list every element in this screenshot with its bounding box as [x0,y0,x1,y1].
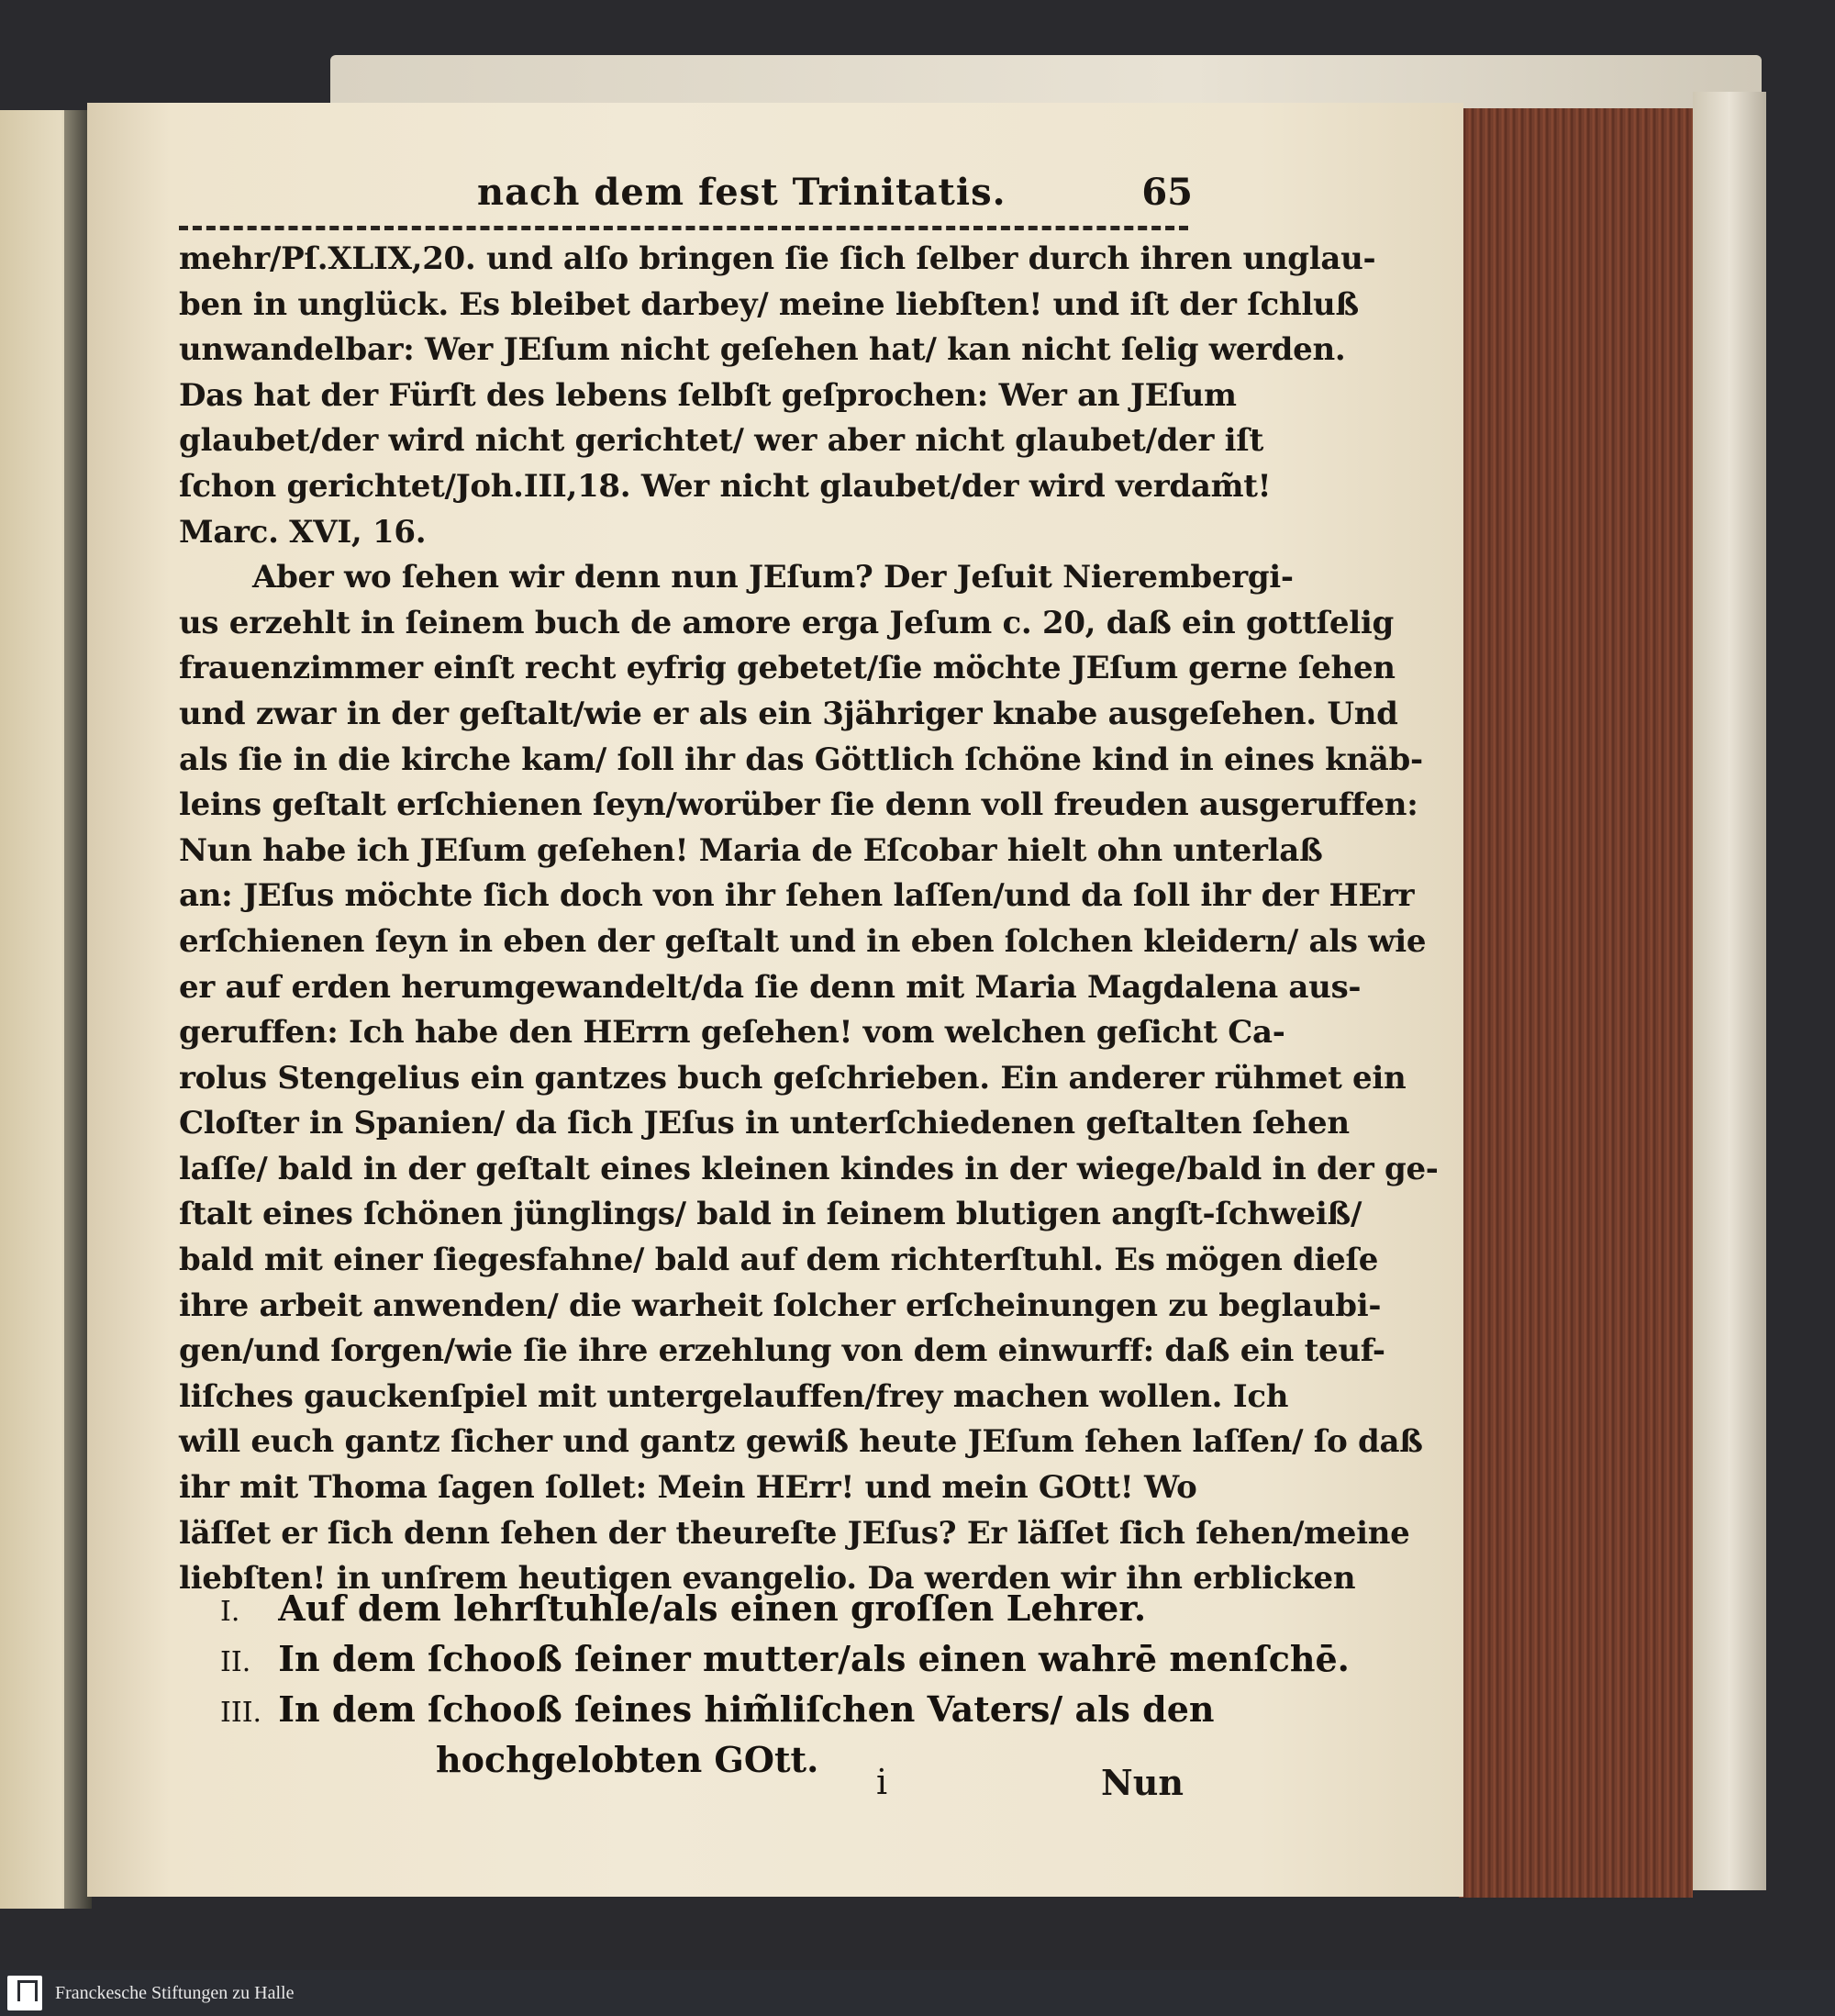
outline-continuation: hochgelobten GOtt. [436,1739,819,1780]
text-line: ihre arbeit anwenden/ die warheit ſolcher erſcheinungen zu beglaubi- [179,1286,1382,1324]
text-line: will euch gantz ſicher und gantz gewiß heute JEſum ſehen laſſen/ ſo daß [179,1423,1423,1461]
text-line: ſchon gerichtet/Joh.III,18. Wer nicht glaubet/der wird verdam̃t! [179,467,1272,505]
text-line: an: JEſus möchte ſich doch von ihr ſehen laſſen/und da ſoll ihr der HErr [179,877,1415,915]
text-line: und zwar in der geſtalt/wie er als ein 3jähriger knabe ausgeſehen. Und [179,695,1398,732]
outline-text: Auf dem lehrſtuhle/als einen groſſen Lehrer. [278,1587,1147,1629]
text-line: läſſet er ſich denn ſehen der theureſte JEſus? Er läſſet ſich ſehen/meine [179,1514,1410,1552]
text-line: mehr/Pſ.XLIX,20. und alſo bringen ſie ſich ſelber durch ihren unglau- [179,240,1376,277]
text-line: er auf erden herumgewandelt/da ſie denn mit Maria Magdalena aus- [179,968,1362,1006]
page-number: 65 [1141,171,1193,214]
viewer-footer [0,1970,1835,2016]
outline-point [220,1633,1350,1684]
signature-mark: i [876,1762,888,1802]
outline-numeral: II. [220,1646,251,1678]
outline-numeral: I. [220,1596,240,1628]
text-line: gen/und ſorgen/wie ſie ihre erzehlung von dem einwurff: daß ein teuf- [179,1332,1385,1370]
header-rule [179,226,1188,230]
text-line: als ſie in die kirche kam/ ſoll ihr das Göttlich ſchöne kind in eines knäb- [179,741,1423,778]
text-line: frauenzimmer einſt recht eyfrig gebetet/ſie möchte JEſum gerne ſehen [179,650,1396,687]
text-line: Das hat der Fürſt des lebens ſelbſt geſprochen: Wer an JEſum [179,376,1237,414]
text-line: liſches gauckenſpiel mit untergelauffen/frey machen wollen. Ich [179,1377,1289,1415]
text-line: glaubet/der wird nicht gerichtet/ wer aber nicht glaubet/der iſt [179,422,1263,460]
text-line: leins geſtalt erſchienen ſeyn/worüber ſie denn voll freuden ausgeruffen: [179,786,1418,824]
sermon-outline [220,1583,1350,1785]
text-line: liebſten! in unſrem heutigen evangelio. Da werden wir ihn erblicken [179,1560,1356,1598]
page-edges [1459,108,1693,1898]
institution-logo-icon[interactable] [7,1976,42,2010]
text-line: ben in unglück. Es bleibet darbey/ meine liebſten! und iſt der ſchluß [179,285,1359,323]
outline-point [220,1684,1215,1734]
institution-name[interactable]: Franckesche Stiftungen zu Halle [55,1983,295,2003]
text-line: rolus Stengelius ein gantzes buch geſchrieben. Ein anderer rühmet ein [179,1059,1407,1097]
text-line: unwandelbar: Wer JEſum nicht geſehen hat/ kan nicht ſelig werden. [179,331,1346,369]
running-head: nach dem fest Trinitatis. [477,171,1006,214]
text-line: Marc. XVI, 16. [179,513,427,551]
outline-text: In dem ſchooß ſeiner mutter/als einen wahrē menſchē. [278,1638,1350,1679]
outline-text: In dem ſchooß ſeines him̃liſchen Vaters/ als den [278,1688,1215,1730]
text-line: geruffen: Ich habe den HErrn geſehen! vom welchen geſicht Ca- [179,1014,1285,1052]
text-line: erſchienen ſeyn in eben der geſtalt und in eben ſolchen kleidern/ als wie [179,922,1427,960]
text-line: Cloſter in Spanien/ da ſich JEſus in unterſchiedenen geſtalten ſehen [179,1105,1350,1142]
text-line: Aber wo ſehen wir denn nun JEſum? Der Jeſuit Nierembergi- [252,559,1294,596]
text-line: us erzehlt in ſeinem buch de amore erga Jeſum c. 20, daß ein gottſelig [179,604,1394,641]
body-text [179,237,1439,1602]
text-line: ſtalt eines ſchönen jünglings/ bald in ſeinem blutigen angſt-ſchweiß/ [179,1196,1362,1233]
text-line: laſſe/ bald in der geſtalt eines kleinen kindes in der wiege/bald in der ge- [179,1150,1439,1187]
book-board-edge [1693,92,1766,1890]
page-header [477,171,1193,226]
outline-point [220,1583,1184,1633]
text-line: bald mit einer ſiegesfahne/ bald auf dem richterſtuhl. Es mögen dieſe [179,1242,1379,1279]
text-line: ihr mit Thoma ſagen ſollet: Mein HErr! und mein GOtt! Wo [179,1469,1197,1507]
text-line: Nun habe ich JEſum geſehen! Maria de Eſcobar hielt ohn unterlaß [179,831,1323,869]
page-footer-line [179,1762,1184,1812]
catchword: Nun [1101,1762,1184,1803]
outline-numeral: III. [220,1697,262,1729]
